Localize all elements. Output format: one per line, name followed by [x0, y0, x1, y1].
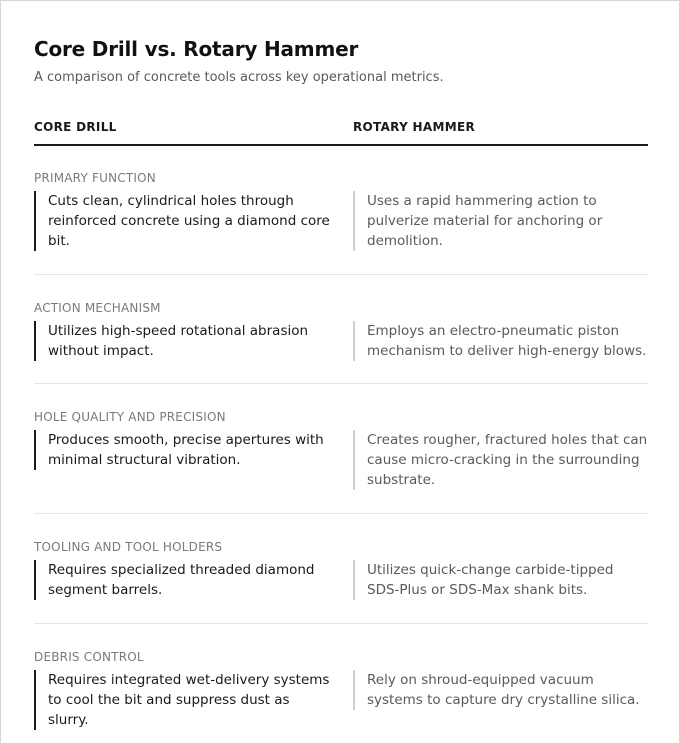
section-label: DEBRIS CONTROL	[34, 650, 144, 664]
core-drill-cell: Requires integrated wet-delivery systems to cool the bit and suppress dust as slurry.	[34, 670, 334, 730]
section-primary-function	[34, 171, 648, 275]
section-hole-quality	[34, 410, 648, 514]
column-header-rotary-hammer: ROTARY HAMMER	[353, 120, 475, 134]
page-subtitle: A comparison of concrete tools across key operational metrics.	[34, 70, 444, 85]
section-label: HOLE QUALITY AND PRECISION	[34, 410, 226, 424]
column-header-core-drill: CORE DRILL	[34, 120, 117, 134]
column-header-row	[34, 120, 648, 146]
section-debris-control	[34, 650, 648, 728]
section-label: TOOLING AND TOOL HOLDERS	[34, 540, 223, 554]
rotary-hammer-cell: Utilizes quick-change carbide-tipped SDS-Plus or SDS-Max shank bits.	[353, 560, 648, 600]
core-drill-cell: Utilizes high-speed rotational abrasion without impact.	[34, 321, 334, 361]
core-drill-cell: Produces smooth, precise apertures with minimal structural vibration.	[34, 430, 334, 470]
page-title: Core Drill vs. Rotary Hammer	[34, 37, 359, 61]
section-label: PRIMARY FUNCTION	[34, 171, 156, 185]
rotary-hammer-cell: Creates rougher, fractured holes that can cause micro-cracking in the surrounding substrate.	[353, 430, 648, 490]
core-drill-cell: Cuts clean, cylindrical holes through reinforced concrete using a diamond core bit.	[34, 191, 334, 251]
rotary-hammer-cell: Employs an electro-pneumatic piston mechanism to deliver high-energy blows.	[353, 321, 648, 361]
core-drill-cell: Requires specialized threaded diamond segment barrels.	[34, 560, 334, 600]
rotary-hammer-cell: Uses a rapid hammering action to pulverize material for anchoring or demolition.	[353, 191, 648, 251]
section-tooling	[34, 540, 648, 624]
section-action-mechanism	[34, 301, 648, 384]
section-label: ACTION MECHANISM	[34, 301, 161, 315]
rotary-hammer-cell: Rely on shroud-equipped vacuum systems to capture dry crystalline silica.	[353, 670, 648, 710]
